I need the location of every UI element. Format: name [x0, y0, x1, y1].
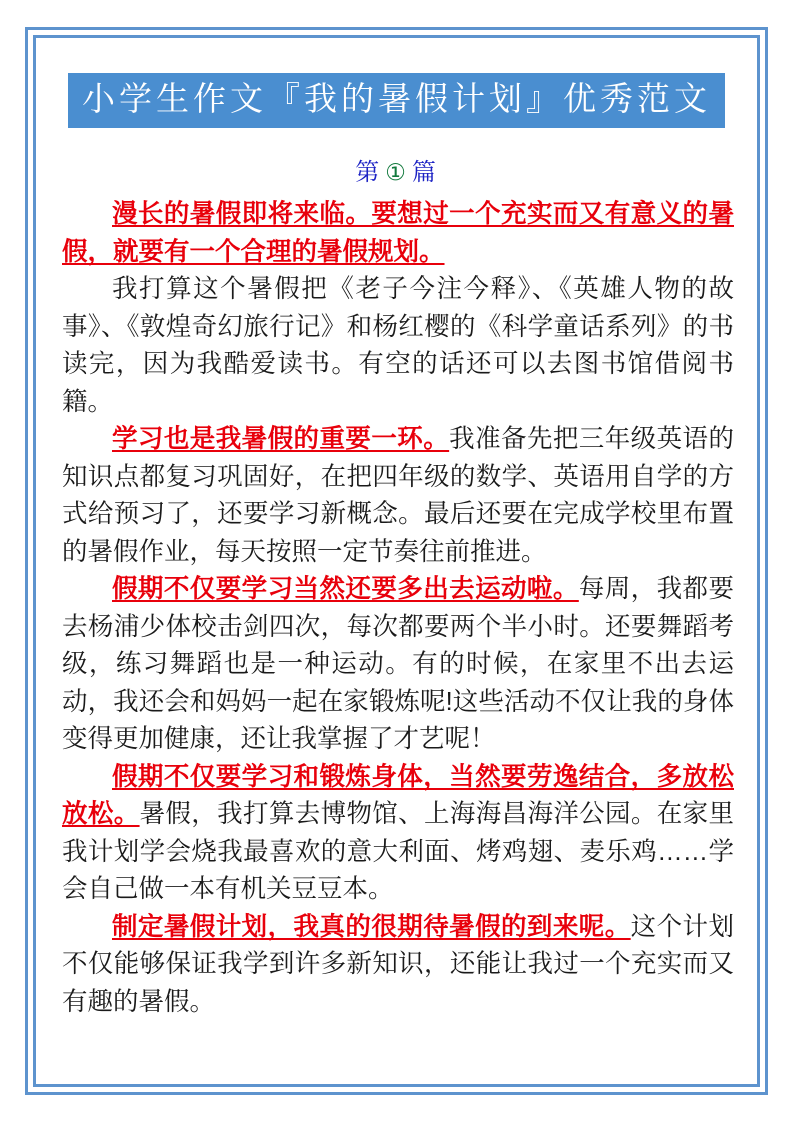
highlighted-sentence: 假期不仅要学习和锻炼身体，当然要劳逸结合，多放松放松。: [62, 762, 734, 828]
page-title: 小学生作文『我的暑假计划』优秀范文: [82, 82, 711, 118]
section-number-badge: ①: [385, 159, 408, 185]
essay-body: [62, 196, 734, 1021]
paragraph: [62, 271, 734, 421]
paragraph-text: 我准备先把三年级英语的知识点都复习巩固好，在把四年级的数学、英语用自学的方式给预习了，还要学习新概念。最后还要在完成学校里布置的暑假作业，每天按照一定节奏往前推进。: [62, 425, 734, 566]
highlighted-sentence: 制定暑假计划，我真的很期待暑假的到来呢。: [112, 912, 631, 941]
paragraph: [62, 196, 734, 271]
title-banner: [68, 73, 725, 128]
paragraph-text: 我打算这个暑假把《老子今注今释》、《英雄人物的故事》、《敦煌奇幻旅行记》和杨红樱的《科学童话系列》的书读完，因为我酷爱读书。有空的话还可以去图书馆借阅书籍。: [62, 275, 734, 416]
section-heading: [0, 152, 793, 187]
highlighted-sentence: 漫长的暑假即将来临。要想过一个充实而又有意义的暑假，就要有一个合理的暑假规划。: [62, 200, 734, 266]
paragraph: [62, 571, 734, 759]
section-heading-prefix: 第: [355, 159, 382, 186]
highlighted-sentence: 学习也是我暑假的重要一环。: [112, 425, 450, 453]
paragraph: [62, 909, 734, 1022]
paragraph-text: 暑假，我打算去博物馆、上海海昌海洋公园。在家里我计划学会烧我最喜欢的意大利面、烤鸡翅、麦乐鸡……学会自己做一本有机关豆豆本。: [62, 800, 734, 903]
paragraph-text: 这个计划不仅能够保证我学到许多新知识，还能让我过一个充实而又有趣的暑假。: [62, 912, 734, 1016]
paragraph: [62, 421, 734, 571]
paragraph: [62, 759, 734, 909]
highlighted-sentence: 假期不仅要学习当然还要多出去运动啦。: [112, 575, 579, 603]
section-heading-suffix: 篇: [411, 159, 438, 186]
paragraph-text: 每周，我都要去杨浦少体校击剑四次，每次都要两个半小时。还要舞蹈考级，练习舞蹈也是一种运动。有的时候，在家里不出去运动，我还会和妈妈一起在家锻炼呢!这些活动不仅让我的身体变得更加健康，还让我掌握了才艺呢！: [62, 575, 734, 753]
